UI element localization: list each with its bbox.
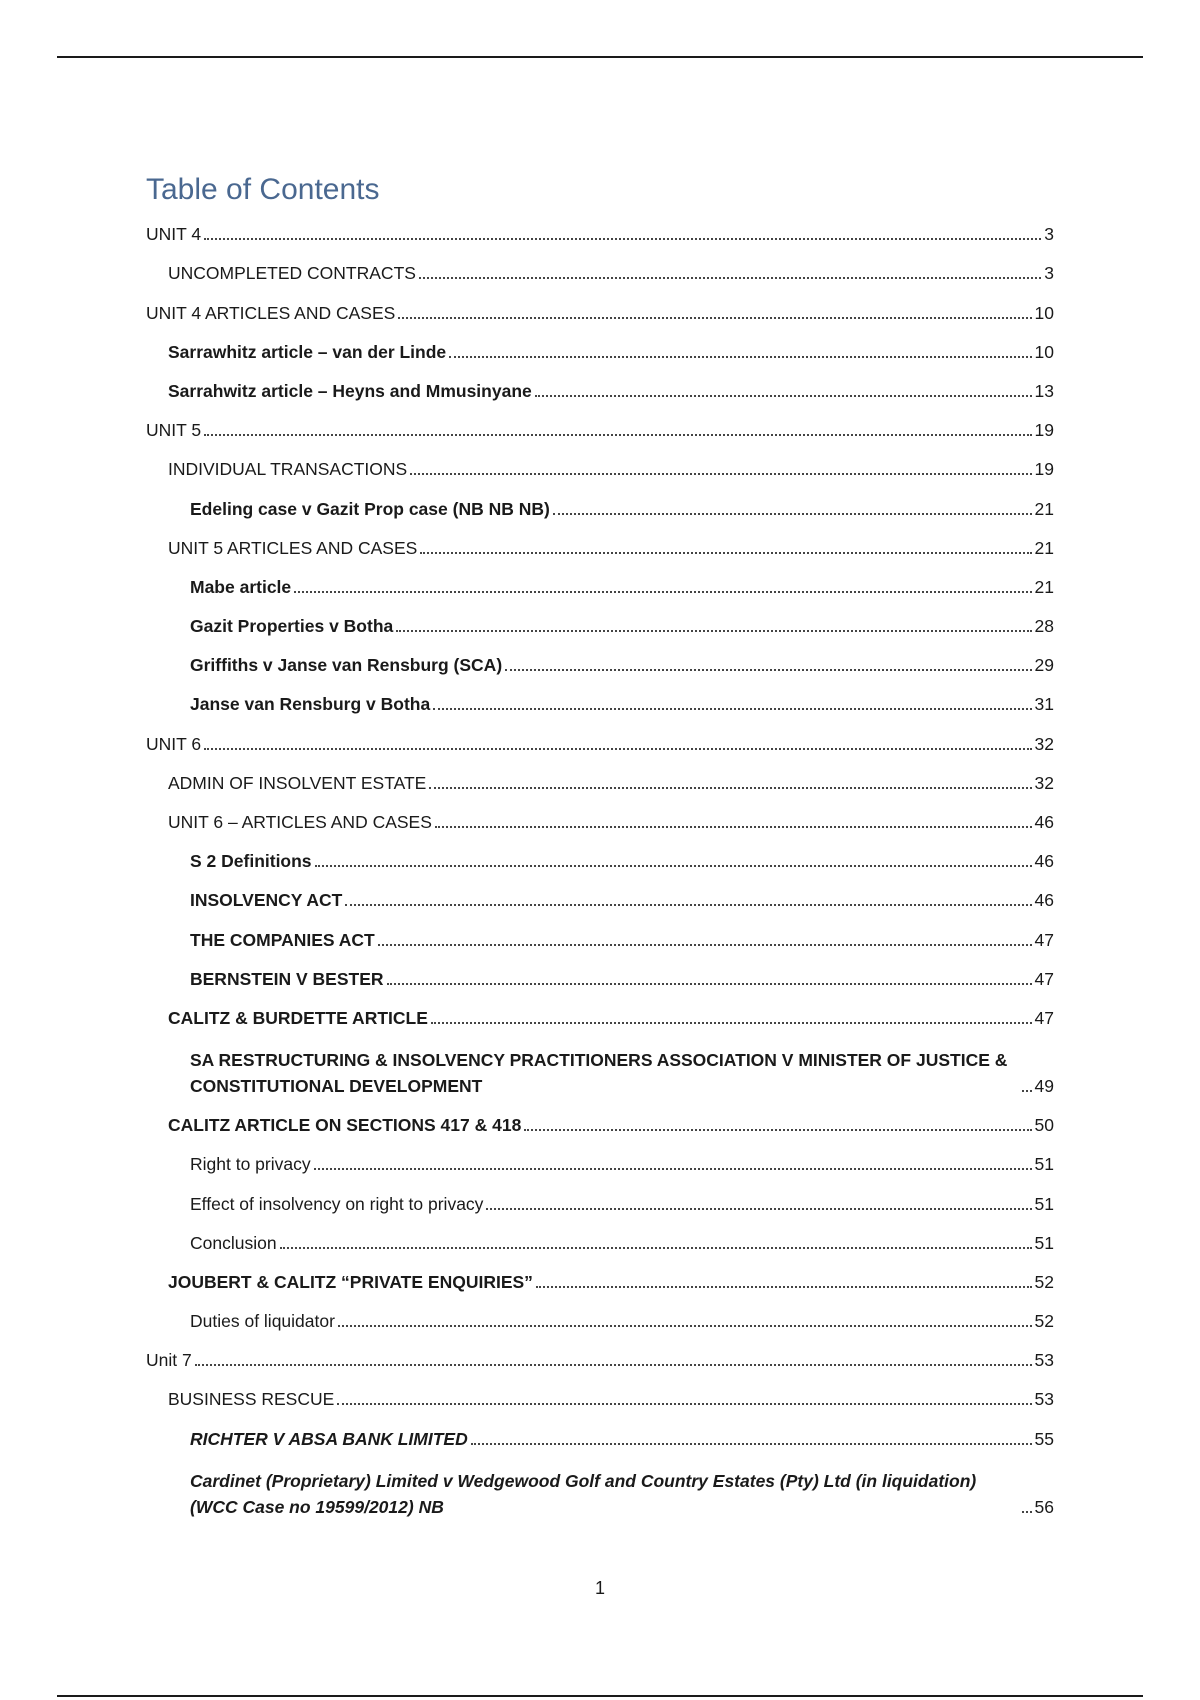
toc-entry[interactable] [146, 445, 1054, 484]
toc-entry-page: 3 [1044, 263, 1054, 284]
dot-leader [505, 669, 1031, 671]
dot-leader [195, 1364, 1032, 1366]
toc-entry-page: 13 [1034, 380, 1054, 401]
toc-entry[interactable] [146, 1297, 1054, 1336]
header-rule [57, 56, 1143, 58]
toc-entry-page: 47 [1034, 1007, 1054, 1028]
toc-entry-page: 51 [1034, 1232, 1054, 1253]
toc-entry[interactable] [146, 837, 1054, 876]
dot-leader [420, 552, 1031, 554]
toc-entry-title: Duties of liquidator [190, 1311, 335, 1332]
toc-entry[interactable] [146, 602, 1054, 641]
toc-entry-title: UNCOMPLETED CONTRACTS [168, 263, 416, 284]
toc-entry[interactable] [146, 1101, 1054, 1140]
dot-leader [204, 748, 1031, 750]
dot-leader [398, 317, 1031, 319]
toc-entry-page: 19 [1034, 420, 1054, 441]
toc-entry[interactable] [146, 1033, 1054, 1101]
toc-entry-page: 21 [1034, 498, 1054, 519]
toc-entry-page: 3 [1044, 224, 1054, 245]
toc-entry-title: Mabe article [190, 576, 292, 597]
dot-leader [396, 630, 1031, 632]
toc-entry-page: 47 [1034, 929, 1054, 950]
dot-leader [471, 1443, 1032, 1445]
toc-entry-page: 49 [1034, 1075, 1054, 1096]
toc-entry[interactable] [146, 484, 1054, 523]
dot-leader [419, 277, 1041, 279]
dot-leader [337, 1403, 1031, 1405]
toc-entry[interactable] [146, 1414, 1054, 1453]
toc-entry[interactable] [146, 1258, 1054, 1297]
dot-leader [378, 944, 1032, 946]
dot-leader [524, 1129, 1031, 1131]
toc-entry-page: 10 [1034, 341, 1054, 362]
toc-entry-page: 51 [1034, 1193, 1054, 1214]
footer-rule [57, 1695, 1143, 1697]
toc-entry-page: 56 [1034, 1496, 1054, 1517]
toc-entry-page: 51 [1034, 1154, 1054, 1175]
toc-entry[interactable] [146, 328, 1054, 367]
toc-entry-title: Effect of insolvency on right to privacy [190, 1193, 484, 1214]
dot-leader [431, 1022, 1032, 1024]
toc-entry-title: Right to privacy [190, 1154, 311, 1175]
toc-entry-title: THE COMPANIES ACT [190, 929, 375, 950]
dot-leader [204, 238, 1041, 240]
toc-entry-title: CALITZ & BURDETTE ARTICLE [168, 1007, 428, 1028]
toc-entry[interactable] [146, 524, 1054, 563]
table-of-contents [146, 170, 1054, 1522]
toc-entry-page: 53 [1034, 1350, 1054, 1371]
dot-leader [535, 395, 1032, 397]
toc-entry-title: JOUBERT & CALITZ “PRIVATE ENQUIRIES” [168, 1271, 533, 1292]
toc-entry-page: 32 [1034, 733, 1054, 754]
toc-entry[interactable] [146, 249, 1054, 288]
toc-entry-title: ADMIN OF INSOLVENT ESTATE [168, 772, 427, 793]
toc-title: Table of Contents [146, 173, 380, 206]
toc-entry[interactable] [146, 1219, 1054, 1258]
toc-entry[interactable] [146, 719, 1054, 758]
dot-leader [429, 787, 1031, 789]
toc-entry-page: 47 [1034, 968, 1054, 989]
toc-entry-title: UNIT 6 – ARTICLES AND CASES [168, 812, 432, 832]
toc-entry-title: INDIVIDUAL TRANSACTIONS [168, 459, 408, 480]
dot-leader [204, 434, 1031, 436]
toc-entry[interactable] [146, 210, 1054, 249]
dot-leader [280, 1247, 1032, 1249]
dot-leader [315, 865, 1032, 867]
toc-entry-title: UNIT 4 [146, 224, 202, 245]
toc-entry-page: 53 [1034, 1389, 1054, 1410]
dot-leader [486, 1208, 1031, 1210]
toc-entry-title: SA RESTRUCTURING & INSOLVENCY PRACTITIONERS ASSOCIATION V MINISTER OF JUSTICE & CONSTITUTIONAL DEVELOPMENT [190, 1049, 1008, 1096]
dot-leader [294, 591, 1031, 593]
toc-entry-title: S 2 Definitions [190, 851, 312, 872]
toc-entry-title: Janse van Rensburg v Botha [190, 694, 431, 715]
dot-leader [433, 708, 1031, 710]
dot-leader [1022, 1090, 1032, 1092]
toc-entry[interactable] [146, 1375, 1054, 1414]
toc-entry-page: 50 [1034, 1115, 1054, 1136]
toc-entry-title: Gazit Properties v Botha [190, 616, 394, 637]
dot-leader [435, 826, 1032, 828]
toc-entry-page: 55 [1034, 1428, 1054, 1449]
toc-entry-title: Griffiths v Janse van Rensburg (SCA) [190, 655, 503, 676]
toc-entry-title: Conclusion [190, 1232, 277, 1253]
toc-entry[interactable] [146, 406, 1054, 445]
toc-entry-title: CALITZ ARTICLE ON SECTIONS 417 & 418 [168, 1115, 522, 1136]
toc-entry[interactable] [146, 798, 1054, 837]
dot-leader [314, 1168, 1032, 1170]
toc-entry[interactable] [146, 915, 1054, 954]
toc-entry-title: UNIT 5 [146, 420, 202, 441]
toc-entry[interactable] [146, 759, 1054, 798]
dot-leader [553, 513, 1032, 515]
toc-entry[interactable] [146, 1140, 1054, 1179]
toc-entry-title: INSOLVENCY ACT [190, 890, 343, 911]
toc-entry[interactable] [146, 1179, 1054, 1218]
toc-entry-title: UNIT 6 [146, 733, 202, 754]
toc-entry-title: Sarrahwitz article – Heyns and Mmusinyane [168, 380, 532, 401]
toc-entry-page: 21 [1034, 537, 1054, 558]
dot-leader [345, 904, 1031, 906]
toc-entry[interactable] [146, 563, 1054, 602]
dot-leader [387, 983, 1032, 985]
toc-entry-title: UNIT 5 ARTICLES AND CASES [168, 537, 418, 558]
toc-entry[interactable] [146, 955, 1054, 994]
toc-entry[interactable] [146, 876, 1054, 915]
toc-entry-page: 52 [1034, 1271, 1054, 1292]
toc-entry-page: 29 [1034, 655, 1054, 676]
toc-entry-page: 46 [1034, 890, 1054, 911]
toc-entry-title: Edeling case v Gazit Prop case (NB NB NB) [190, 498, 550, 519]
toc-entry-title: Unit 7 [146, 1350, 192, 1371]
toc-entry[interactable] [146, 367, 1054, 406]
toc-entry[interactable] [146, 288, 1054, 327]
toc-entry-title: BERNSTEIN V BESTER [190, 968, 384, 989]
toc-entry-title: BUSINESS RESCUE [168, 1389, 335, 1410]
toc-entry-page: 46 [1034, 851, 1054, 872]
toc-entry-page: 52 [1034, 1311, 1054, 1332]
page-number: 1 [594, 1578, 605, 1598]
toc-entry-title: Sarrawhitz article – van der Linde [168, 341, 447, 362]
dot-leader [536, 1286, 1032, 1288]
toc-entry-title: RICHTER V ABSA BANK LIMITED [190, 1428, 468, 1449]
dot-leader [1022, 1511, 1032, 1513]
toc-list [146, 210, 1054, 1522]
toc-entry-page: 21 [1034, 576, 1054, 597]
toc-entry-page: 46 [1034, 812, 1054, 832]
dot-leader [338, 1325, 1032, 1327]
toc-entry[interactable] [146, 680, 1054, 719]
toc-entry-page: 31 [1034, 694, 1054, 715]
toc-entry[interactable] [146, 641, 1054, 680]
toc-entry-page: 28 [1034, 616, 1054, 637]
toc-entry-page: 19 [1034, 459, 1054, 480]
toc-entry-title: UNIT 4 ARTICLES AND CASES [146, 302, 396, 323]
toc-entry[interactable] [146, 994, 1054, 1033]
dot-leader [449, 356, 1031, 358]
toc-entry-page: 10 [1034, 302, 1054, 323]
toc-entry-page: 32 [1034, 772, 1054, 793]
toc-entry[interactable] [146, 1454, 1054, 1522]
toc-entry[interactable] [146, 1336, 1054, 1375]
toc-entry-title: Cardinet (Proprietary) Limited v Wedgewood Golf and Country Estates (Pty) Ltd (in liquidation) (WCC Case no 19599/2012) NB [190, 1470, 977, 1517]
dot-leader [410, 473, 1031, 475]
